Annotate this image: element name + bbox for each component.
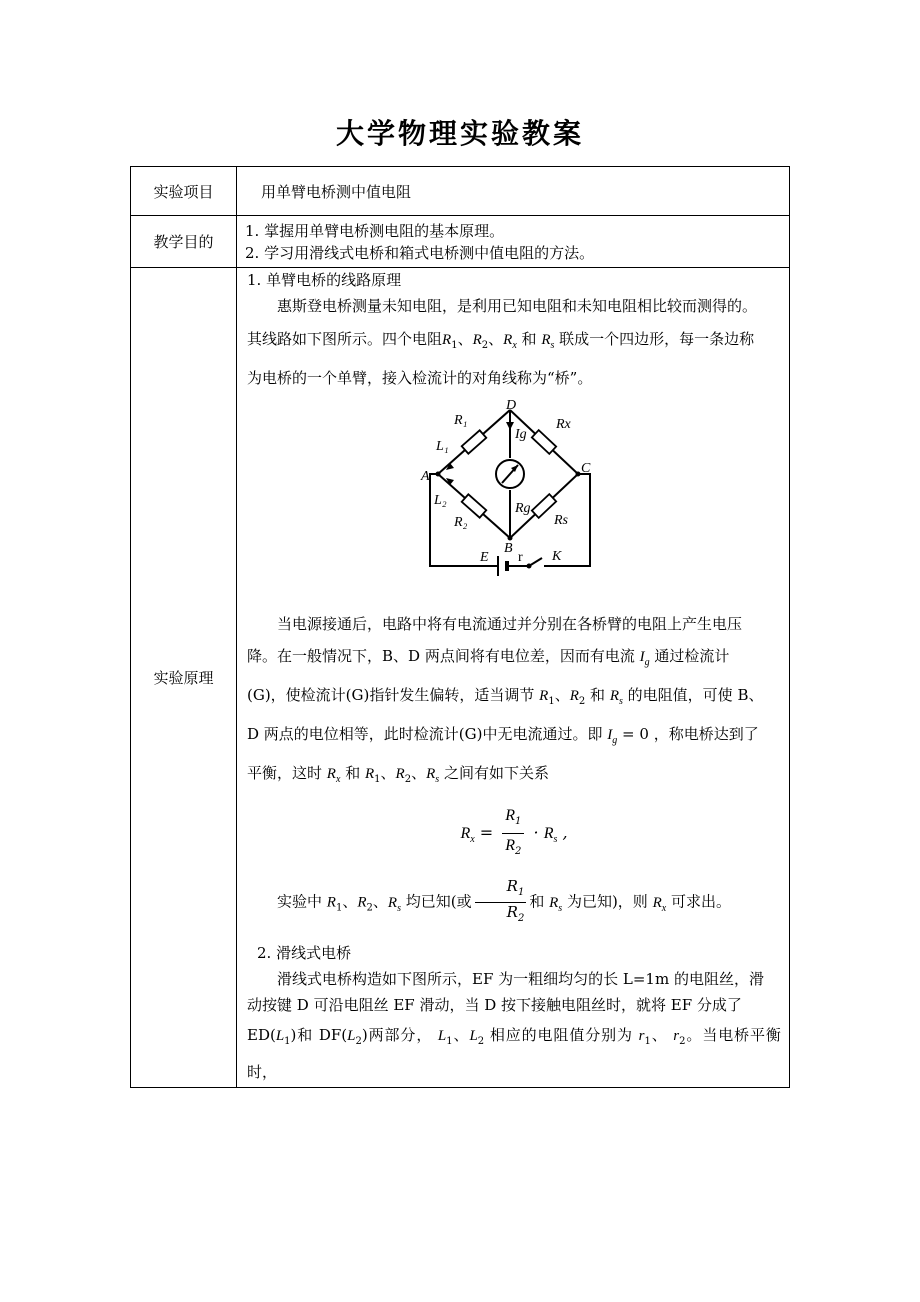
label-k: K	[552, 549, 562, 564]
table-row-purpose	[131, 216, 790, 268]
paragraph-2-text-e: 的电阻值，可使 B、	[627, 686, 764, 704]
ratio-fraction-inline: $\frac{R_1}{R_2}$	[475, 877, 527, 928]
label-rs: Rs	[554, 513, 568, 528]
paragraph-4-text-a: ED(	[247, 1026, 276, 1045]
node-c-label: C	[581, 461, 591, 476]
paragraph-2-text-b: 降。在一般情况下，B、D 两点间将有电位差，因而有电流	[247, 647, 635, 665]
paragraph-1-text-b: 联成一个四边形，每一条边称	[559, 330, 755, 348]
purpose-item-2: 2. 学习用滑线式电桥和箱式电桥测中值电阻的方法。	[245, 243, 595, 262]
paragraph-4-line-1: 滑线式电桥构造如下图所示，EF 为一粗细均匀的长 L=1m 的电阻丝，滑	[277, 970, 764, 989]
purpose-label: 教学目的	[131, 216, 237, 268]
project-label: 实验项目	[131, 167, 237, 216]
node-a-label: A	[421, 469, 430, 484]
lesson-plan-table	[130, 166, 790, 1088]
section-2-heading: 2. 滑线式电桥	[257, 944, 352, 963]
label-l2: L₂	[434, 493, 447, 508]
principle-content	[237, 268, 789, 1087]
paragraph-1-line-3: 为电桥的一个单臂，接入检流计的对角线称为“桥”。	[247, 369, 593, 387]
label-r2: R₂	[454, 515, 468, 530]
node-b-label: B	[504, 541, 513, 556]
paragraph-2-text-f: D 两点的电位相等，此时检流计(G)中无电流通过。即	[247, 725, 603, 743]
paragraph-1-line-2: 其线路如下图所示。四个电阻$R_1$、$R_2$、$R_x$ 和 $R_s$ 联成一个四边形，每一条边称	[247, 330, 755, 351]
paragraph-2-text-g: ，称电桥达到了	[653, 725, 759, 743]
table-row-principle	[131, 268, 790, 1088]
label-rg: Rg	[515, 501, 531, 516]
paragraph-4-text-d: 相应的电阻值分别为	[489, 1026, 633, 1045]
wheatstone-bridge-diagram	[414, 398, 614, 588]
paragraph-4-text-b: )和 DF(	[290, 1026, 348, 1045]
paragraph-3-text-b: 均已知(或	[405, 892, 472, 911]
project-value-cell	[237, 167, 790, 216]
label-r1: R₁	[454, 413, 468, 428]
purpose-cell	[237, 216, 790, 268]
label-ig: Ig	[515, 427, 527, 442]
paragraph-4-line-3: $ED(L_1)$和 $DF(L_2)$两部分， $L_1$、$L_2$ 相应的电阻值分别为 $r_1$、 $r_2$。当电桥平衡时，	[247, 1026, 781, 1082]
paragraph-2-text-d: (G)，使检流计(G)指针发生偏转，适当调节	[247, 686, 535, 704]
paragraph-2-line-2: 降。在一般情况下，B、D 两点间将有电位差，因而有电流 $I_g$ 通过检流计	[247, 647, 730, 668]
paragraph-4-line-2: 动按键 D 可沿电阻丝 EF 滑动，当 D 按下接触电阻丝时，就将 EF 分成了	[247, 996, 742, 1015]
label-e: E	[480, 550, 489, 565]
principle-cell	[237, 268, 790, 1088]
paragraph-1-text-a: 其线路如下图所示。四个电阻	[247, 330, 443, 348]
paragraph-1-line-1: 惠斯登电桥测量未知电阻，是利用已知电阻和未知电阻相比较而测得的。	[277, 297, 758, 315]
node-d-label: D	[506, 398, 517, 413]
paragraph-3-text-a: 实验中	[277, 892, 323, 911]
paragraph-2-text-i: 之间有如下关系	[443, 764, 549, 782]
paragraph-2-line-5: 平衡，这时 $R_x$ 和 $R_1$、$R_2$、$R_s$ 之间有如下关系	[247, 764, 549, 785]
paragraph-2-text-c: 通过检流计	[654, 647, 730, 665]
paragraph-2-line-3: (G)，使检流计(G)指针发生偏转，适当调节 $R_1$、$R_2$ 和 $R_s$ 的电阻值，可使 B、	[247, 686, 764, 707]
page-title: 大学物理实验教案	[335, 117, 584, 150]
paragraph-2-line-4: D 两点的电位相等，此时检流计(G)中无电流通过。即 $I_g = 0$ ，称电桥达到了	[247, 725, 759, 746]
paragraph-4-text-c: )两部分，	[361, 1026, 433, 1045]
balance-formula: $R_x$ = $\frac{R_1}{R_2}$ · $R_s$ ,	[247, 804, 781, 863]
paragraph-3: 实验中 $R_1$、$R_2$、$R_s$ 均已知(或 $\frac{R_1}{R_2}$ 和 $R_s$ 为已知)，则 $R_x$ 可求出。	[247, 877, 781, 928]
section-1-heading: 1. 单臂电桥的线路原理	[247, 271, 402, 289]
purpose-item-1: 1. 掌握用单臂电桥测电阻的基本原理。	[245, 221, 505, 240]
principle-label: 实验原理	[131, 268, 237, 1088]
label-l1: L₁	[436, 439, 449, 454]
label-rx: Rx	[556, 417, 571, 432]
paragraph-2-line-1: 当电源接通后，电路中将有电流通过并分别在各桥臂的电阻上产生电压	[277, 615, 743, 633]
project-value: 用单臂电桥测中值电阻	[261, 182, 412, 201]
label-r: r	[518, 550, 523, 565]
paragraph-3-text-d: 可求出。	[671, 892, 732, 911]
paragraph-4-text-e: 。当电桥平衡时，	[247, 1026, 781, 1082]
paragraph-2-text-h: 平衡，这时	[247, 764, 323, 782]
paragraph-3-text-c: 为已知)，则	[566, 892, 648, 911]
table-row-project	[131, 167, 790, 216]
ratio-fraction: $\frac{R_1}{R_2}$	[502, 804, 524, 863]
